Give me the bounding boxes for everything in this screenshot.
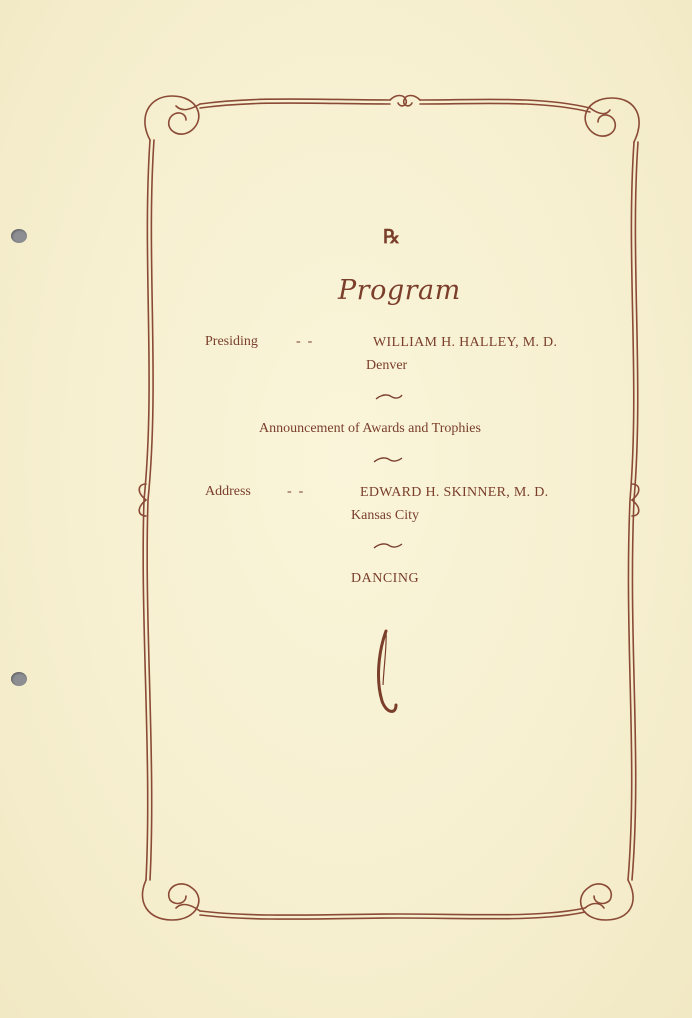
dancing-text: DANCING bbox=[351, 571, 420, 586]
program-title: Program bbox=[338, 275, 461, 306]
address-label: Address bbox=[205, 484, 251, 499]
presiding-location: Denver bbox=[366, 358, 408, 373]
divider-swash-2 bbox=[372, 455, 404, 465]
closing-flourish bbox=[370, 625, 404, 720]
address-name: EDWARD H. SKINNER, M. D. bbox=[360, 485, 549, 500]
divider-swash-3 bbox=[372, 541, 404, 551]
address-location: Kansas City bbox=[351, 508, 420, 523]
presiding-name: WILLIAM H. HALLEY, M. D. bbox=[373, 335, 558, 350]
announcement-text: Announcement of Awards and Trophies bbox=[259, 421, 481, 436]
presiding-separator: - - bbox=[296, 334, 313, 349]
presiding-label: Presiding bbox=[205, 334, 258, 349]
address-separator: - - bbox=[287, 484, 304, 499]
divider-swash-1 bbox=[374, 392, 404, 402]
rx-symbol: ℞ bbox=[383, 227, 401, 248]
